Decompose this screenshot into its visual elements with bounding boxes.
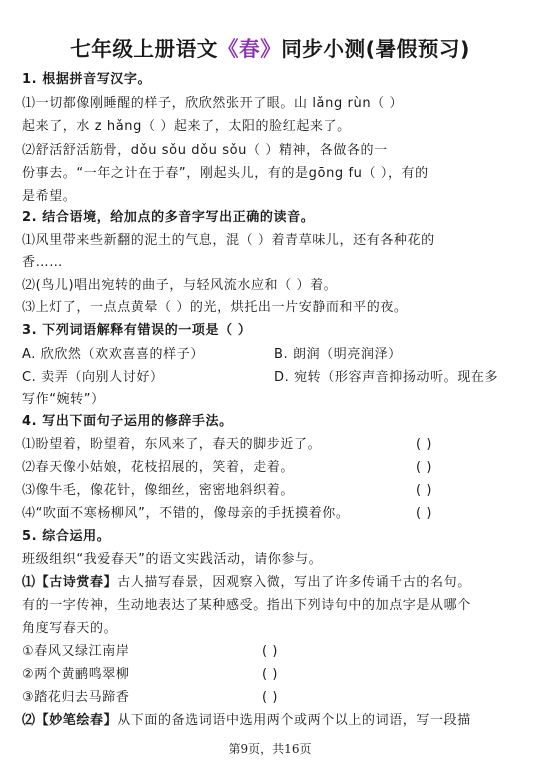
q4-answer-blank-1: ( ) (416, 437, 433, 452)
q3-option-d: D. 宛转（形容声音抑扬动听。现在多 (274, 370, 499, 385)
q1-line-5: 是希望。 (22, 189, 77, 204)
q5-part2-text: 从下面的备选词语中选用两个或两个以上的词语，写一段描 (117, 713, 471, 728)
q5-part1-tag: ⑴【古诗赏春】 (22, 575, 118, 590)
q1-line-1: ⑴一切都像刚睡醒的样子，欣欣然张开了眼。山 lǎng rùn（ ） (22, 96, 404, 111)
q3-option-b: B. 朗润（明亮润泽） (274, 347, 402, 362)
q5-part2-line-1 (22, 711, 471, 731)
q5-part2-tag: ⑵【妙笔绘春】 (22, 713, 118, 728)
title-main: 七年级上册语文 (70, 37, 218, 61)
q5-poem-blank-2: ( ) (262, 667, 279, 682)
q2-heading: 2. 结合语境，给加点的多音字写出正确的读音。 (22, 210, 315, 225)
q4-answer-blank-4: ( ) (416, 506, 433, 521)
q3-option-c: C. 卖弄（向别人讨好） (22, 370, 164, 385)
q1-line-4: 份事去。“一年之计在于春”，刚起头儿，有的是gōng fu（ ），有的 (22, 166, 429, 181)
q5-part1-line-1 (22, 573, 471, 593)
q3-heading: 3. 下列词语解释有错误的一项是（ ） (22, 323, 252, 338)
q4-item-3: ⑶像牛毛，像花针，像细丝，密密地斜织着。 (22, 483, 295, 498)
q5-poem-3: ③踏花归去马蹄香 (22, 690, 130, 705)
q2-line-4: ⑶上灯了，一点点黄晕（ ）的光，烘托出一片安静而和平的夜。 (22, 300, 408, 315)
q5-part1-line-2: 有的一字传神，生动地表达了某种感受。指出下列诗句中的加点字是从哪个 (22, 598, 471, 613)
q4-item-4: ⑷“吹面不寒杨柳风”，不错的，像母亲的手抚摸着你。 (22, 506, 350, 521)
q3-option-d-cont: 写作“婉转”） (22, 392, 105, 407)
q5-poem-1: ①春风又绿江南岸 (22, 644, 130, 659)
q2-line-2: 香…… (22, 255, 63, 270)
q4-item-2: ⑵春天像小姑娘，花枝招展的，笑着，走着。 (22, 460, 295, 475)
page-title (0, 32, 540, 62)
q5-part1-text: 古人描写春景，因观察入微，写出了许多传诵千古的名句。 (117, 575, 471, 590)
q4-answer-blank-3: ( ) (416, 483, 433, 498)
page-footer: 第9页，共16页 (228, 742, 312, 756)
q3-option-a: A. 欣欣然（欢欢喜喜的样子） (22, 347, 204, 362)
q1-heading: 1. 根据拼音写汉字。 (22, 72, 152, 87)
q4-heading: 4. 写出下面句子运用的修辞手法。 (22, 414, 233, 429)
q1-line-3: ⑵舒活舒活筋骨，dǒu sǒu dǒu sǒu（ ）精神，各做各的一 (22, 143, 388, 158)
title-suffix: 同步小测(暑假预习) (281, 37, 470, 61)
q5-heading: 5. 综合运用。 (22, 529, 111, 544)
q1-line-2: 起来了，水 z hǎng（ ）起来了，太阳的脸红起来了。 (22, 119, 351, 134)
q5-part1-line-3: 角度写春天的。 (22, 621, 118, 636)
q5-poem-blank-1: ( ) (262, 644, 279, 659)
q5-intro: 班级组织“我爱春天”的语文实践活动，请你参与。 (22, 552, 323, 567)
q4-answer-blank-2: ( ) (416, 460, 433, 475)
q5-poem-blank-3: ( ) (262, 690, 279, 705)
q4-item-1: ⑴盼望着，盼望着，东风来了，春天的脚步近了。 (22, 437, 322, 452)
q2-line-1: ⑴风里带来些新翻的泥土的气息，混（ ）着青草味儿，还有各种花的 (22, 233, 435, 248)
title-accent: 《春》 (217, 37, 282, 61)
q2-line-3: ⑵(鸟儿)唱出宛转的曲子，与轻风流水应和（ ）着。 (22, 278, 338, 293)
q5-poem-2: ②两个黄鹂鸣翠柳 (22, 667, 130, 682)
